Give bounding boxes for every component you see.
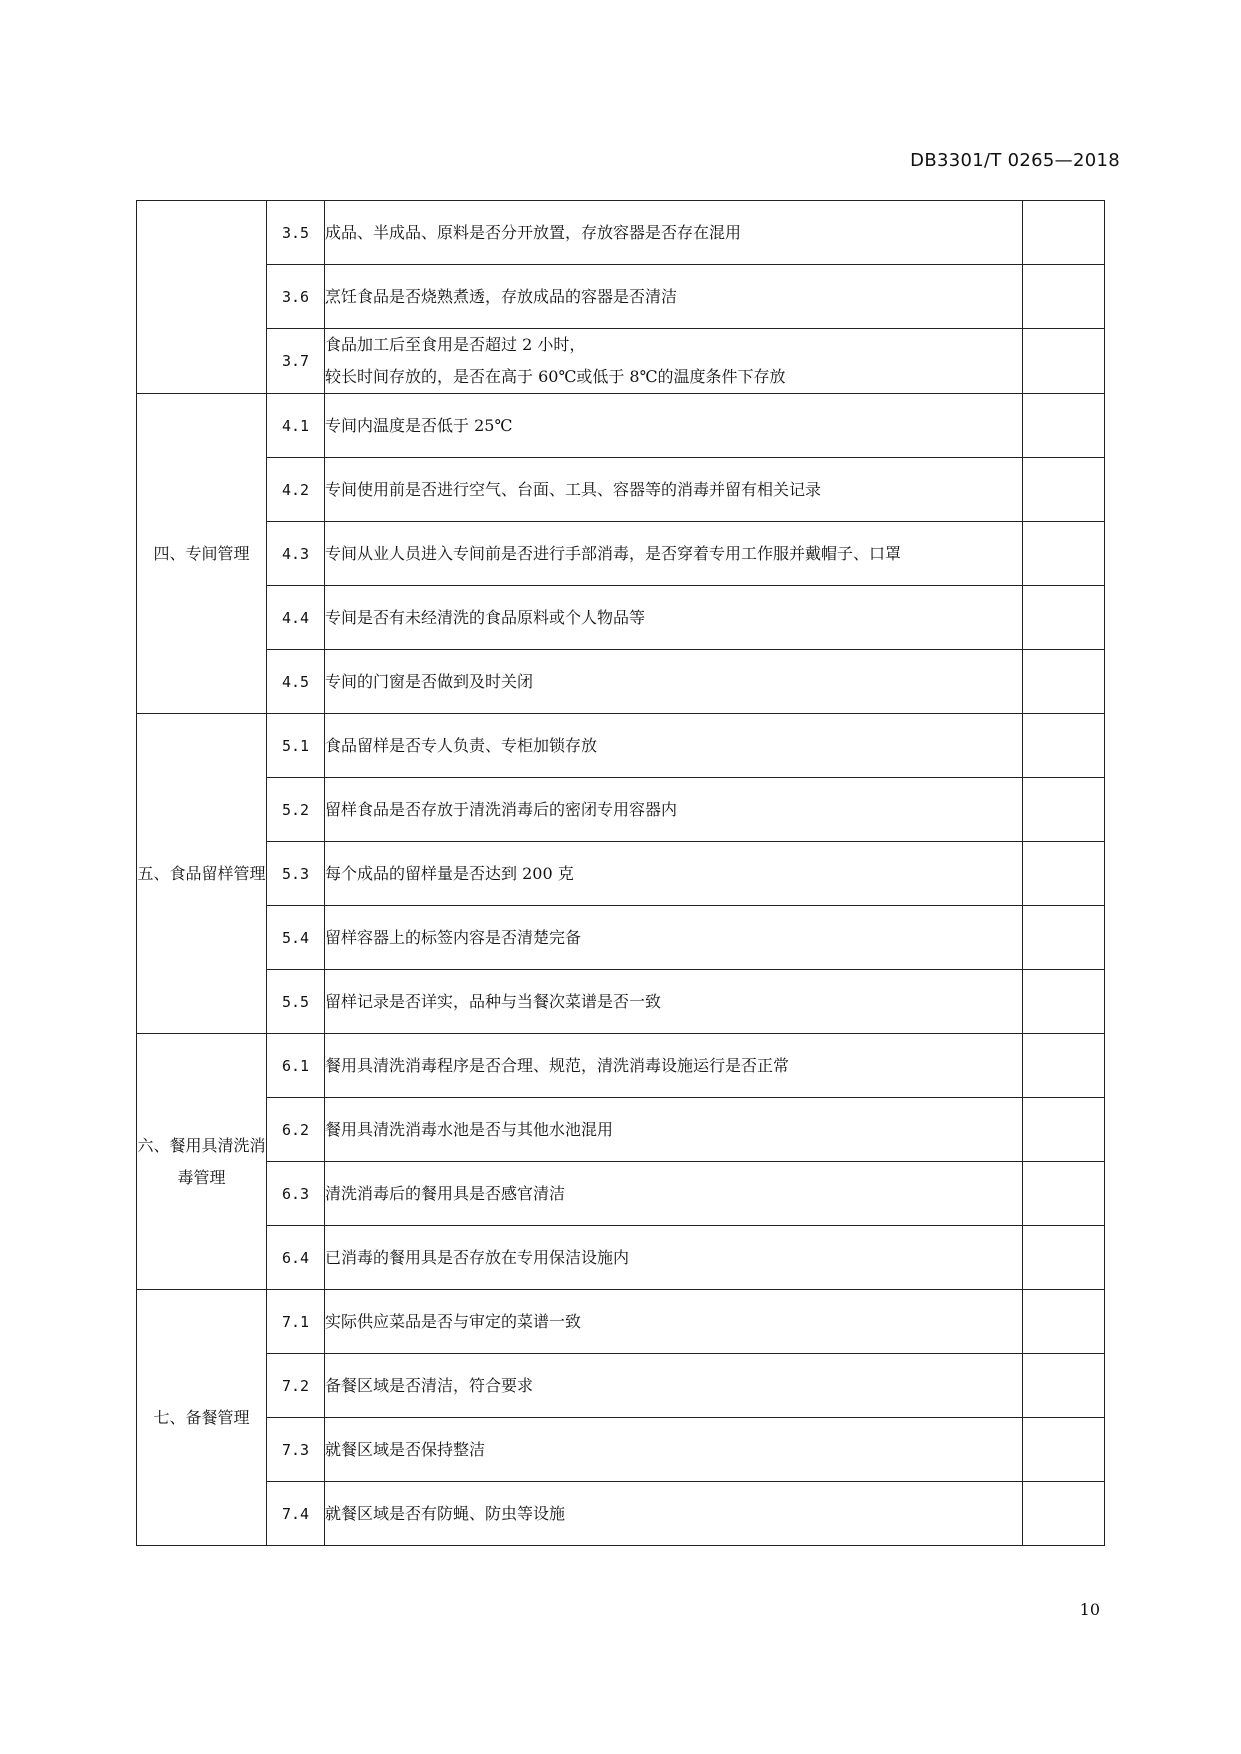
item-text-cell bbox=[325, 1418, 1023, 1482]
item-text: 就餐区域是否有防蝇、防虫等设施 bbox=[325, 1503, 566, 1523]
result-cell[interactable] bbox=[1023, 1034, 1105, 1098]
item-text-cell bbox=[325, 1162, 1023, 1226]
item-text-cell bbox=[325, 522, 1023, 586]
table-row bbox=[137, 650, 1105, 714]
item-text-cell bbox=[325, 1290, 1023, 1354]
item-text: 专间的门窗是否做到及时关闭 bbox=[325, 671, 534, 691]
item-text-cell bbox=[325, 458, 1023, 522]
item-text: 食品留样是否专人负责、专柜加锁存放 bbox=[325, 735, 598, 755]
item-text: 留样食品是否存放于清洗消毒后的密闭专用容器内 bbox=[325, 799, 678, 819]
result-cell[interactable] bbox=[1023, 265, 1105, 329]
table-row bbox=[137, 394, 1105, 458]
item-text-cell bbox=[325, 586, 1023, 650]
table-row bbox=[137, 265, 1105, 329]
result-cell[interactable] bbox=[1023, 522, 1105, 586]
item-text-cell bbox=[325, 778, 1023, 842]
item-text: 烹饪食品是否烧熟煮透，存放成品的容器是否清洁 bbox=[325, 286, 678, 306]
item-text: 专间从业人员进入专间前是否进行手部消毒，是否穿着专用工作服并戴帽子、口罩 bbox=[325, 543, 902, 563]
table-row bbox=[137, 1482, 1105, 1546]
item-text-cell bbox=[325, 970, 1023, 1034]
result-cell[interactable] bbox=[1023, 714, 1105, 778]
category-cell: 五、食品留样管理 bbox=[137, 714, 267, 1034]
table-row bbox=[137, 970, 1105, 1034]
result-cell[interactable] bbox=[1023, 394, 1105, 458]
category-cell: 七、备餐管理 bbox=[137, 1290, 267, 1546]
item-text: 食品加工后至食用是否超过 2 小时， bbox=[325, 335, 586, 354]
item-number: 7.4 bbox=[267, 1482, 325, 1546]
table-row bbox=[137, 1226, 1105, 1290]
result-cell[interactable] bbox=[1023, 201, 1105, 265]
item-number: 6.2 bbox=[267, 1098, 325, 1162]
item-text-cell bbox=[325, 1354, 1023, 1418]
table-row bbox=[137, 522, 1105, 586]
result-cell[interactable] bbox=[1023, 906, 1105, 970]
item-number: 6.3 bbox=[267, 1162, 325, 1226]
item-number: 4.4 bbox=[267, 586, 325, 650]
item-text: 每个成品的留样量是否达到 200 克 bbox=[325, 863, 574, 883]
table-row bbox=[137, 458, 1105, 522]
item-text: 实际供应菜品是否与审定的菜谱一致 bbox=[325, 1311, 582, 1331]
item-text: 留样容器上的标签内容是否清楚完备 bbox=[325, 927, 582, 947]
table-row bbox=[137, 714, 1105, 778]
item-number: 5.5 bbox=[267, 970, 325, 1034]
item-text: 清洗消毒后的餐用具是否感官清洁 bbox=[325, 1183, 566, 1203]
item-number: 7.1 bbox=[267, 1290, 325, 1354]
item-number: 5.3 bbox=[267, 842, 325, 906]
item-text: 成品、半成品、原料是否分开放置，存放容器是否存在混用 bbox=[325, 222, 742, 242]
result-cell[interactable] bbox=[1023, 1098, 1105, 1162]
item-text-cell bbox=[325, 650, 1023, 714]
item-number: 5.4 bbox=[267, 906, 325, 970]
table-row bbox=[137, 1290, 1105, 1354]
checklist-body bbox=[137, 201, 1105, 1546]
item-text: 餐用具清洗消毒水池是否与其他水池混用 bbox=[325, 1119, 614, 1139]
item-text-cell bbox=[325, 265, 1023, 329]
item-text: 餐用具清洗消毒程序是否合理、规范，清洗消毒设施运行是否正常 bbox=[325, 1055, 790, 1075]
result-cell[interactable] bbox=[1023, 1418, 1105, 1482]
item-text-cell bbox=[325, 1226, 1023, 1290]
item-text: 就餐区域是否保持整洁 bbox=[325, 1439, 486, 1459]
item-number: 7.2 bbox=[267, 1354, 325, 1418]
category-cell: 六、餐用具清洗消毒管理 bbox=[137, 1034, 267, 1290]
result-cell[interactable] bbox=[1023, 650, 1105, 714]
table-row bbox=[137, 1162, 1105, 1226]
item-number: 6.1 bbox=[267, 1034, 325, 1098]
category-cell: 四、专间管理 bbox=[137, 394, 267, 714]
item-text: 留样记录是否详实，品种与当餐次菜谱是否一致 bbox=[325, 991, 662, 1011]
result-cell[interactable] bbox=[1023, 1482, 1105, 1546]
item-number: 4.5 bbox=[267, 650, 325, 714]
result-cell[interactable] bbox=[1023, 458, 1105, 522]
item-text: 已消毒的餐用具是否存放在专用保洁设施内 bbox=[325, 1247, 630, 1267]
item-text-cell bbox=[325, 201, 1023, 265]
table-row bbox=[137, 1034, 1105, 1098]
table-row bbox=[137, 778, 1105, 842]
item-number: 4.3 bbox=[267, 522, 325, 586]
table-row bbox=[137, 1418, 1105, 1482]
table-row bbox=[137, 906, 1105, 970]
result-cell[interactable] bbox=[1023, 1354, 1105, 1418]
result-cell[interactable] bbox=[1023, 970, 1105, 1034]
item-text: 专间内温度是否低于 25℃ bbox=[325, 415, 513, 435]
item-number: 4.1 bbox=[267, 394, 325, 458]
result-cell[interactable] bbox=[1023, 1162, 1105, 1226]
item-text-cell bbox=[325, 1482, 1023, 1546]
result-cell[interactable] bbox=[1023, 1226, 1105, 1290]
item-text-cell bbox=[325, 1098, 1023, 1162]
item-text: 专间使用前是否进行空气、台面、工具、容器等的消毒并留有相关记录 bbox=[325, 479, 822, 499]
result-cell[interactable] bbox=[1023, 329, 1105, 394]
item-text-cell bbox=[325, 329, 1023, 394]
inspection-checklist-table bbox=[136, 200, 1105, 1546]
item-text: 较长时间存放的，是否在高于 60℃或低于 8℃的温度条件下存放 bbox=[325, 367, 786, 386]
item-number: 7.3 bbox=[267, 1418, 325, 1482]
result-cell[interactable] bbox=[1023, 778, 1105, 842]
item-text: 专间是否有未经清洗的食品原料或个人物品等 bbox=[325, 607, 646, 627]
item-number: 3.5 bbox=[267, 201, 325, 265]
item-text-cell bbox=[325, 394, 1023, 458]
item-number: 3.6 bbox=[267, 265, 325, 329]
item-text-cell bbox=[325, 906, 1023, 970]
page-number: 10 bbox=[1079, 1600, 1100, 1619]
item-number: 3.7 bbox=[267, 329, 325, 394]
item-text-cell bbox=[325, 1034, 1023, 1098]
item-number: 5.1 bbox=[267, 714, 325, 778]
item-number: 5.2 bbox=[267, 778, 325, 842]
result-cell[interactable] bbox=[1023, 842, 1105, 906]
result-cell[interactable] bbox=[1023, 586, 1105, 650]
table-row bbox=[137, 842, 1105, 906]
item-number: 4.2 bbox=[267, 458, 325, 522]
item-text-cell bbox=[325, 842, 1023, 906]
item-number: 6.4 bbox=[267, 1226, 325, 1290]
table-row bbox=[137, 1354, 1105, 1418]
table-row bbox=[137, 586, 1105, 650]
item-text: 备餐区域是否清洁，符合要求 bbox=[325, 1375, 534, 1395]
table-row bbox=[137, 329, 1105, 394]
result-cell[interactable] bbox=[1023, 1290, 1105, 1354]
table-row bbox=[137, 1098, 1105, 1162]
table-row bbox=[137, 201, 1105, 265]
item-text-cell bbox=[325, 714, 1023, 778]
document-code: DB3301/T 0265—2018 bbox=[910, 150, 1120, 171]
category-cell bbox=[137, 201, 267, 394]
